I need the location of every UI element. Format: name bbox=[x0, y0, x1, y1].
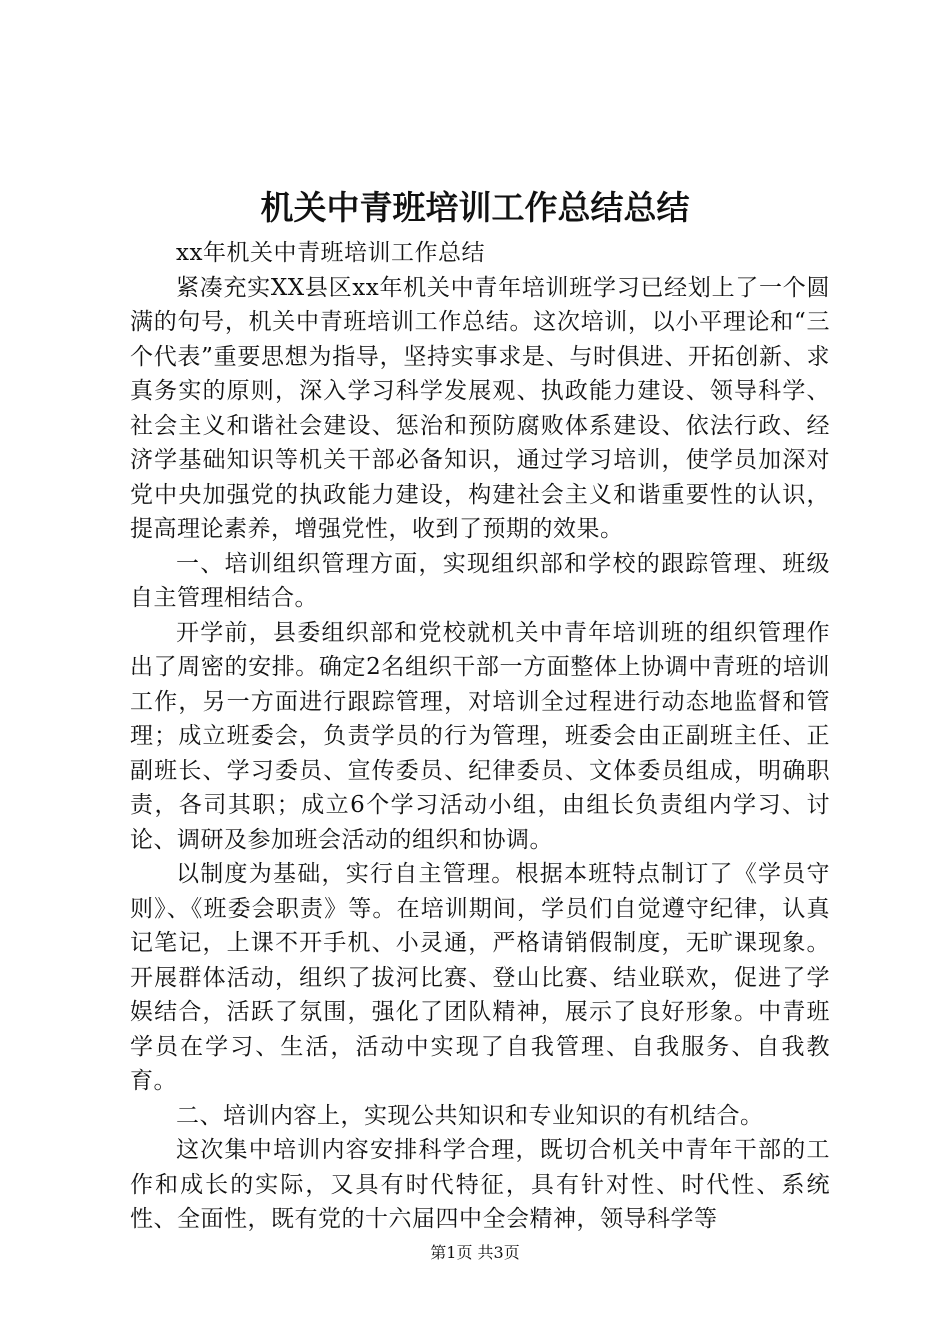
body-paragraph: 开学前，县委组织部和党校就机关中青年培训班的组织管理作出了周密的安排。确定2名组织干部一方面整体上协调中青班的培训工作，另一方面进行跟踪管理，对培训全过程进行动态地监督和管理；成立班委会，负责学员的行为管理，班委会由正副班主任、正副班长、学习委员、宣传委员、纪律委员、文体委员组成，明确职责，各司其职；成立6个学习活动小组，由组长负责组内学习、讨论、调研及参加班会活动的组织和协调。 bbox=[130, 619, 830, 853]
section-heading-2: 二、培训内容上，实现公共知识和专业知识的有机结合。 bbox=[176, 1102, 764, 1129]
body-paragraph: 这次集中培训内容安排科学合理，既切合机关中青年干部的工作和成长的实际，又具有时代特征，具有针对性、时代性、系统性、全面性，既有党的十六届四中全会精神，领导科学等 bbox=[130, 1137, 830, 1232]
intro-paragraph: 紧凑充实XX县区xx年机关中青年培训班学习已经划上了一个圆满的句号，机关中青班培训工作总结。这次培训，以小平理论和“三个代表”重要思想为指导，坚持实事求是、与时俱进、开拓创新、求真务实的原则，深入学习科学发展观、执政能力建设、领导科学、社会主义和谐社会建设、惩治和预防腐败体系建设、依法行政、经济学基础知识等机关干部必备知识，通过学习培训，使学员加深对党中央加强党的执政能力建设，构建社会主义和谐重要性的认识，提高理论素养，增强党性，收到了预期的效果。 bbox=[130, 274, 830, 542]
subtitle-paragraph: xx年机关中青班培训工作总结 bbox=[176, 240, 485, 266]
document-body bbox=[130, 236, 830, 1237]
document-title: 机关中青班培训工作总结总结 bbox=[260, 188, 690, 227]
section-heading-1: 一、培训组织管理方面，实现组织部和学校的跟踪管理、班级自主管理相结合。 bbox=[130, 550, 830, 611]
page-number-footer: 第1页 共3页 bbox=[430, 1243, 520, 1262]
body-paragraph: 以制度为基础，实行自主管理。根据本班特点制订了《学员守则》、《班委会职责》等。在培训期间，学员们自觉遵守纪律，认真记笔记，上课不开手机、小灵通，严格请销假制度，无旷课现象。开展群体活动，组织了拔河比赛、登山比赛、结业联欢，促进了学娱结合，活跃了氛围，强化了团队精神，展示了良好形象。中青班学员在学习、生活，活动中实现了自我管理、自我服务、自我教育。 bbox=[130, 861, 830, 1094]
